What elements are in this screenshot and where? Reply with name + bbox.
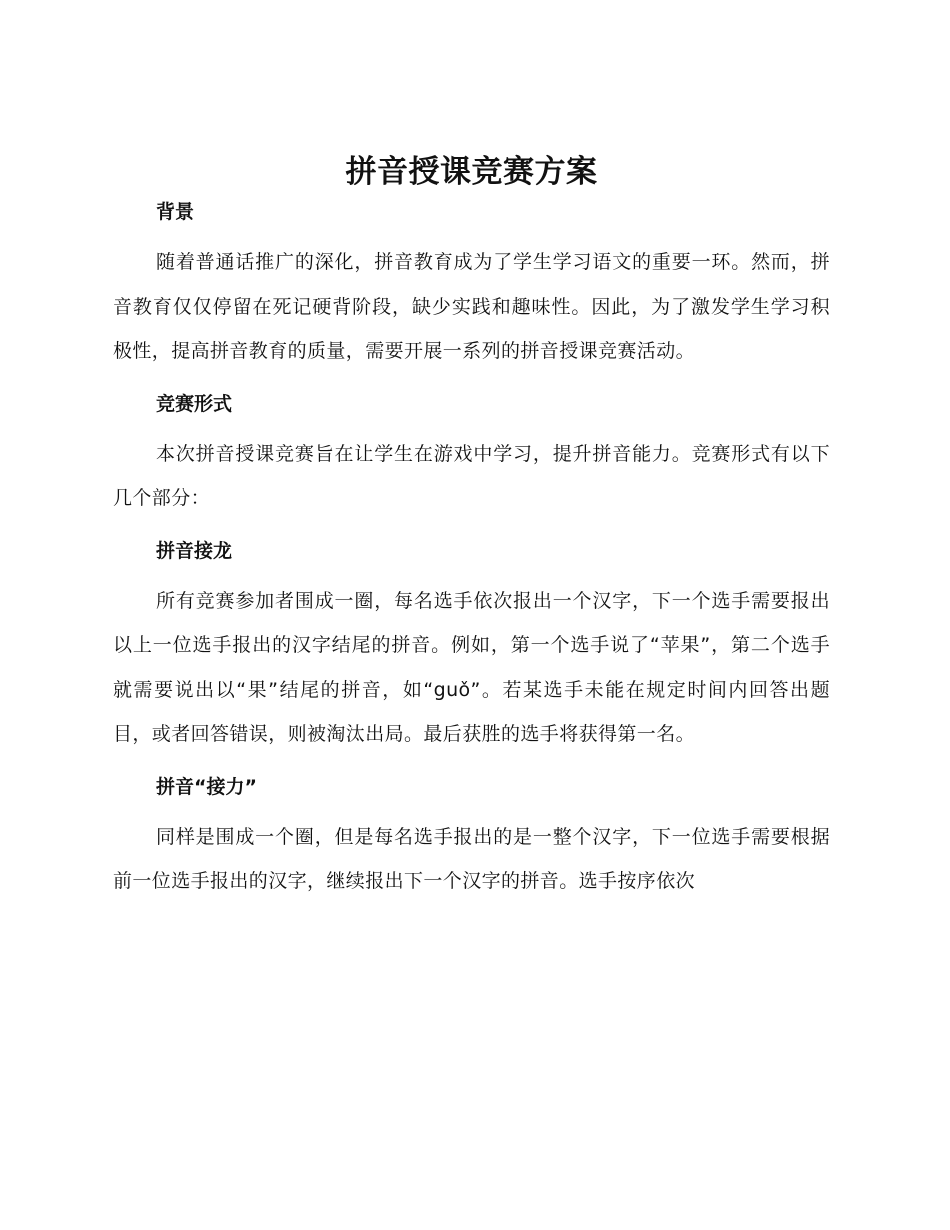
section-paragraph-background: 随着普通话推广的深化，拼音教育成为了学生学习语文的重要一环。然而，拼音教育仅仅停留在死记硬背阶段，缺少实践和趣味性。因此，为了激发学生学习积极性，提高拼音教育的质量，需要开展一系列的拼音授课竞赛活动。 bbox=[113, 251, 830, 362]
section-paragraph-pinyin-relay: 同样是围成一个圈，但是每名选手报出的是一整个汉字，下一位选手需要根据前一位选手报出的汉字，继续报出下一个汉字的拼音。选手按序依次 bbox=[113, 825, 830, 892]
section-heading-pinyin-relay: 拼音“接力” bbox=[156, 775, 257, 798]
section-heading-background: 背景 bbox=[156, 201, 195, 223]
section-heading-pinyin-chain: 拼音接龙 bbox=[156, 539, 233, 562]
section-paragraph-pinyin-chain: 所有竞赛参加者围成一圈，每名选手依次报出一个汉字，下一个选手需要报出以上一位选手报出的汉字结尾的拼音。例如，第一个选手说了“苹果”，第二个选手就需要说出以“果”结尾的拼音，如“guǒ”。若某选手未能在规定时间内回答出题目，或者回答错误，则被淘汰出局。最后获胜的选手将获得第一名。 bbox=[113, 589, 830, 745]
section-paragraph-format: 本次拼音授课竞赛旨在让学生在游戏中学习，提升拼音能力。竞赛形式有以下几个部分： bbox=[113, 442, 830, 509]
document-title: 拼音授课竞赛方案 bbox=[345, 154, 598, 190]
section-heading-format: 竞赛形式 bbox=[156, 392, 233, 415]
